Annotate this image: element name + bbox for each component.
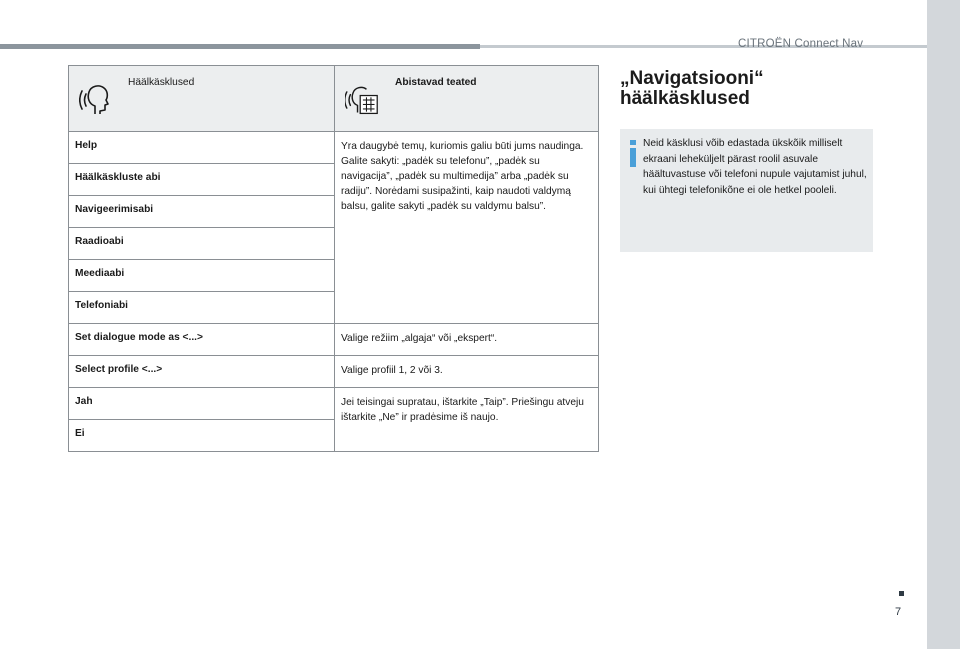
info-text: Neid käsklusi võib edastada ükskõik milliselt ekraani leheküljelt pärast roolil asuvale häältuvastuse või telefoni nupule vajutamist juhul, kui ühtegi telefonikõne ei ole hetkel pooleli. (643, 138, 867, 196)
col2-header-label: Abistavad teated (395, 77, 477, 88)
section-title (620, 69, 880, 109)
message-cell: Valige režiim „algaja“ või „ekspert“. (335, 324, 599, 356)
section-title-line2: häälkäsklused (620, 88, 750, 109)
header-rule-dark (0, 44, 480, 49)
command-cell: Navigeerimisabi (69, 196, 335, 228)
command-cell: Help (69, 132, 335, 164)
command-cell: Jah (69, 388, 335, 420)
command-cell: Häälkäskluste abi (69, 164, 335, 196)
table-row (69, 132, 599, 164)
page-number: 7 (895, 606, 902, 618)
voice-command-icon (79, 80, 113, 120)
command-cell: Raadioabi (69, 228, 335, 260)
message-cell: Yra daugybė temų, kuriomis galiu būti jums naudinga. Galite sakyti: „padėk su telefonu”, „padėk su navigacija”, „padėk su multimedija” arba „padėk su radiju”. Norėdami susipažinti, kaip naudoti valdymą balsu, galite sakyti „padėk su valdymu balsu”. (335, 132, 599, 324)
command-cell: Select profile <...> (69, 356, 335, 388)
section-title-line1: „Navigatsiooni“ (620, 68, 764, 89)
header-voice-commands (69, 66, 335, 132)
table-row (69, 356, 599, 388)
command-cell: Telefoniabi (69, 292, 335, 324)
message-cell: Valige profiil 1, 2 või 3. (335, 356, 599, 388)
command-cell: Ei (69, 420, 335, 452)
command-cell: Meediaabi (69, 260, 335, 292)
table-row (69, 388, 599, 420)
page-side-strip (927, 0, 960, 649)
col1-header-label: Häälkäsklused (128, 77, 195, 88)
voice-message-icon (345, 80, 379, 120)
page-marker (899, 591, 904, 596)
voice-commands-table (68, 65, 599, 452)
brand-label: CITROËN Connect Nav (738, 38, 864, 50)
message-cell: Jei teisingai supratau, ištarkite „Taip”. Priešingu atveju ištarkite „Ne” ir pradėsime iš naujo. (335, 388, 599, 452)
command-cell: Set dialogue mode as <...> (69, 324, 335, 356)
info-icon (630, 140, 636, 167)
header-voice-messages (335, 66, 599, 132)
table-row (69, 324, 599, 356)
info-box (620, 129, 873, 252)
